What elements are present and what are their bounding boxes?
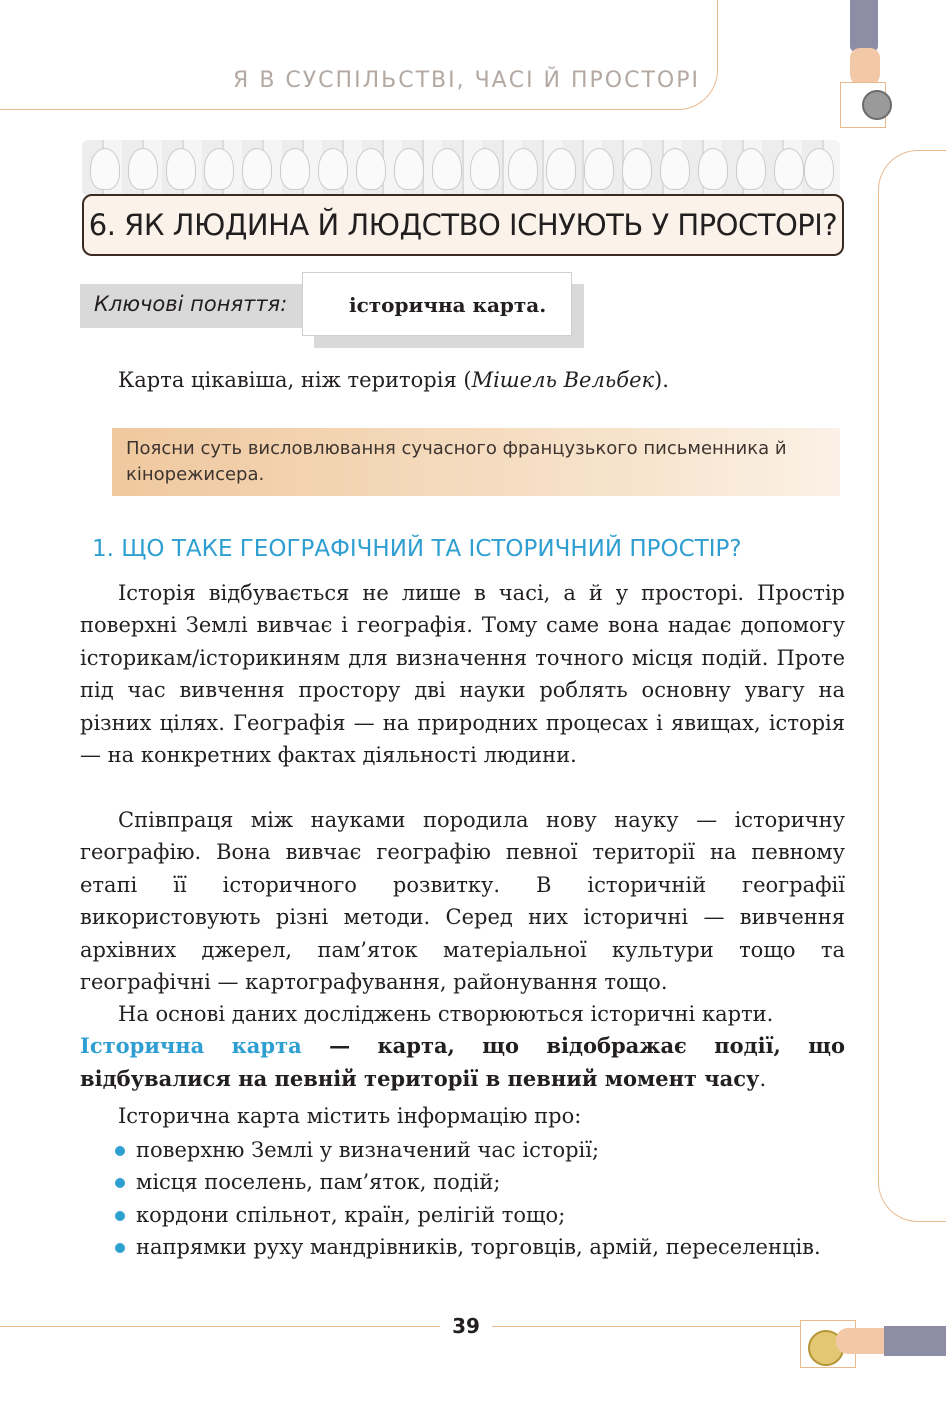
paragraph-1: Історія відбувається не лише в часі, а й у просторі. Простір поверхні Землі вивчає і географія. Тому саме вона надає допомогу історикам/історикиням для визначення точного місця подій. Проте під час вивчення простору дві науки роблять основну увагу на різних цілях. Географія — на природних процесах і явищах, історія — на конкретних фактах діяльності людини. — [80, 581, 845, 768]
figure-icon — [394, 148, 424, 190]
page-frame-bottom-left — [0, 1326, 440, 1327]
paragraph-3 — [80, 998, 845, 1095]
figure-icon — [128, 148, 158, 190]
silver-coin-icon — [862, 90, 892, 120]
figure-icon — [698, 148, 728, 190]
lesson-title: 6. ЯК ЛЮДИНА Й ЛЮДСТВО ІСНУЮТЬ У ПРОСТОРІ? — [88, 208, 838, 242]
list-item — [112, 1199, 845, 1231]
epigraph-end: ). — [654, 368, 669, 392]
bullet-list — [112, 1134, 845, 1264]
figure-icon — [204, 148, 234, 190]
bullet-icon — [115, 1243, 125, 1253]
page-frame-bottom-right — [492, 1326, 804, 1327]
page-frame-top — [0, 0, 718, 110]
epigraph-text: Карта цікавіша, ніж територія ( — [118, 368, 472, 392]
figure-icon — [774, 148, 804, 190]
figure-icon — [804, 148, 834, 190]
bullet-icon — [115, 1211, 125, 1221]
section-header: Я В СУСПІЛЬСТВІ, ЧАСІ Й ПРОСТОРІ — [233, 68, 700, 93]
figure-icon — [356, 148, 386, 190]
sleeve-illustration — [850, 0, 878, 52]
definition-end: . — [759, 1066, 767, 1091]
paragraph-2: Співпраця між науками породила нову науку — історичну географію. Вона вивчає географію певної території на певному етапі її історичного розвитку. В історичній географії використовують різні методи. Серед них історичні — вивчення архівних джерел, пам’яток матеріальної культури тощо та географічні — картографування, районування тощо. — [80, 808, 845, 995]
list-item-text: напрямки руху мандрівників, торговців, армій, переселенців. — [136, 1235, 821, 1260]
key-concepts-value: історична карта. — [302, 272, 572, 336]
sleeve-illustration — [884, 1326, 946, 1356]
page-frame-right — [878, 150, 946, 1222]
key-concepts-label: Ключові поняття: — [80, 284, 330, 328]
figure-icon — [470, 148, 500, 190]
figure-icon — [318, 148, 348, 190]
task-box: Поясни суть висловлювання сучасного французького письменника й кінорежисера. — [112, 428, 840, 496]
paragraph-3-intro: На основі даних досліджень створюються історичні карти. — [118, 1002, 774, 1026]
hand-illustration — [836, 1328, 888, 1354]
list-item — [112, 1231, 845, 1263]
list-item-text: місця поселень, пам’яток, подій; — [136, 1170, 501, 1195]
figure-icon — [280, 148, 310, 190]
page-number: 39 — [452, 1314, 480, 1338]
list-item-text: поверхню Землі у визначений час історії; — [136, 1138, 600, 1162]
figure-icon — [622, 148, 652, 190]
list-item-text: кордони спільнот, країн, релігій тощо; — [136, 1202, 566, 1227]
definition-term: Історична карта — [80, 1033, 302, 1059]
paragraph-4: Історична карта містить інформацію про: — [118, 1104, 582, 1128]
figure-icon — [166, 148, 196, 190]
list-item — [112, 1166, 845, 1198]
bullet-icon — [115, 1178, 125, 1188]
figure-icon — [546, 148, 576, 190]
figure-icon — [90, 148, 120, 190]
figure-icon — [508, 148, 538, 190]
figure-icon — [242, 148, 272, 190]
definition — [80, 1030, 845, 1095]
figure-icon — [660, 148, 690, 190]
figure-icon — [432, 148, 462, 190]
epigraph — [118, 368, 669, 392]
list-item — [112, 1134, 845, 1166]
bullet-icon — [115, 1146, 125, 1156]
figure-icon — [584, 148, 614, 190]
epigraph-author: Мішель Вельбек — [471, 368, 655, 392]
section-heading: 1. ЩО ТАКЕ ГЕОГРАФІЧНИЙ ТА ІСТОРИЧНИЙ ПРОСТІР? — [92, 536, 742, 562]
definition-text: — карта, що відображає події, що відбувалися на певній території в певний момент часу — [80, 1033, 845, 1091]
figure-icon — [736, 148, 766, 190]
decorative-frieze — [82, 140, 840, 196]
